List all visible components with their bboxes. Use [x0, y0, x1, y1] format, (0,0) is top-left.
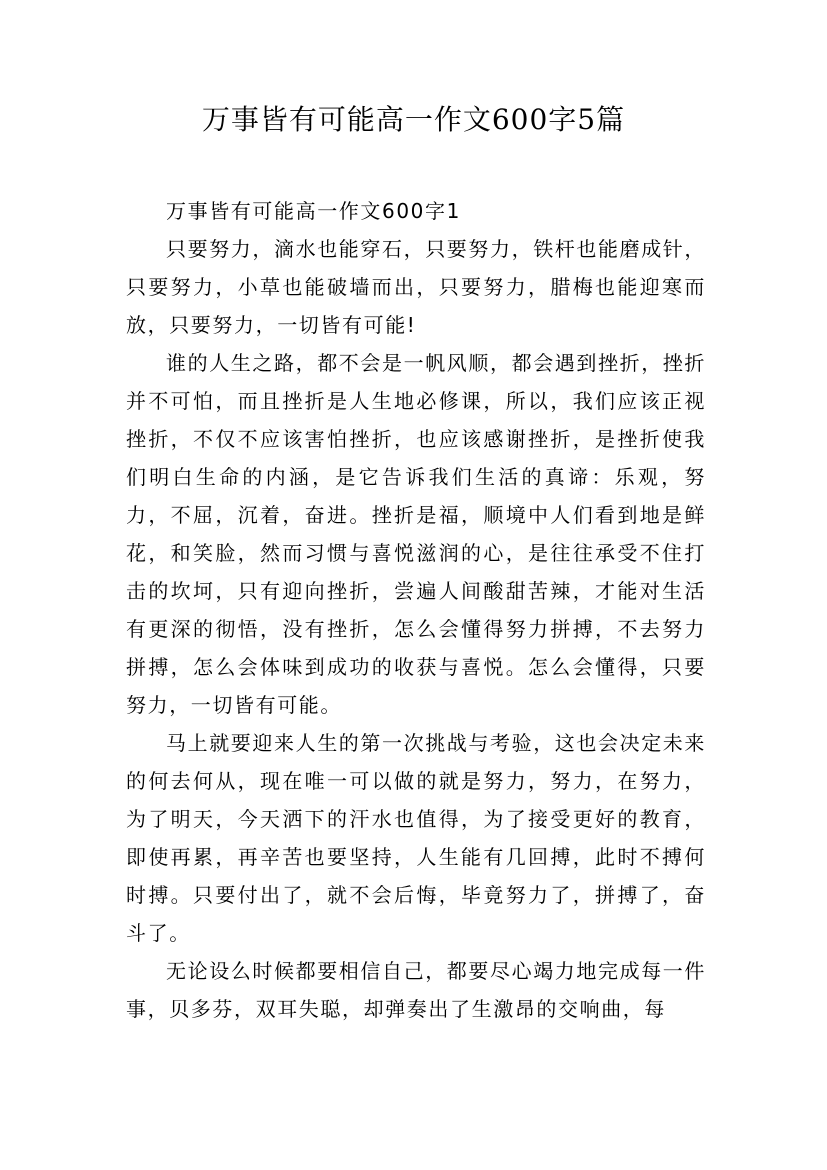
section-heading: 万事皆有可能高一作文600字1	[166, 199, 461, 223]
document-body	[126, 192, 706, 1028]
document-title: 万事皆有可能高一作文600字5篇	[201, 103, 626, 136]
paragraph: 马上就要迎来人生的第一次挑战与考验，这也会决定未来的何去何从，现在唯一可以做的就是努力，努力，在努力，为了明天，今天洒下的汗水也值得，为了接受更好的教育，即使再累，再辛苦也要坚持，人生能有几回搏，此时不搏何时搏。只要付出了，就不会后悔，毕竟努力了，拼搏了，奋斗了。	[126, 731, 706, 945]
paragraph: 只要努力，滴水也能穿石，只要努力，铁杆也能磨成针，只要努力，小草也能破墙而出，只要努力，腊梅也能迎寒而放，只要努力，一切皆有可能!	[126, 237, 706, 337]
paragraph: 谁的人生之路，都不会是一帆风顺，都会遇到挫折，挫折并不可怕，而且挫折是人生地必修课，所以，我们应该正视挫折，不仅不应该害怕挫折，也应该感谢挫折，是挫折使我们明白生命的内涵，是它告诉我们生活的真谛：乐观，努力，不屈，沉着，奋进。挫折是福，顺境中人们看到地是鲜花，和笑脸，然而习惯与喜悦滋润的心，是往往承受不住打击的坎坷，只有迎向挫折，尝遍人间酸甜苦辣，才能对生活有更深的彻悟，没有挫折，怎么会懂得努力拼搏，不去努力拼搏，怎么会体味到成功的收获与喜悦。怎么会懂得，只要努力，一切皆有可能。	[126, 351, 706, 717]
paragraph: 无论设么时候都要相信自己，都要尽心竭力地完成每一件事，贝多芬，双耳失聪，却弹奏出了生激昂的交响曲，每	[126, 959, 706, 1021]
